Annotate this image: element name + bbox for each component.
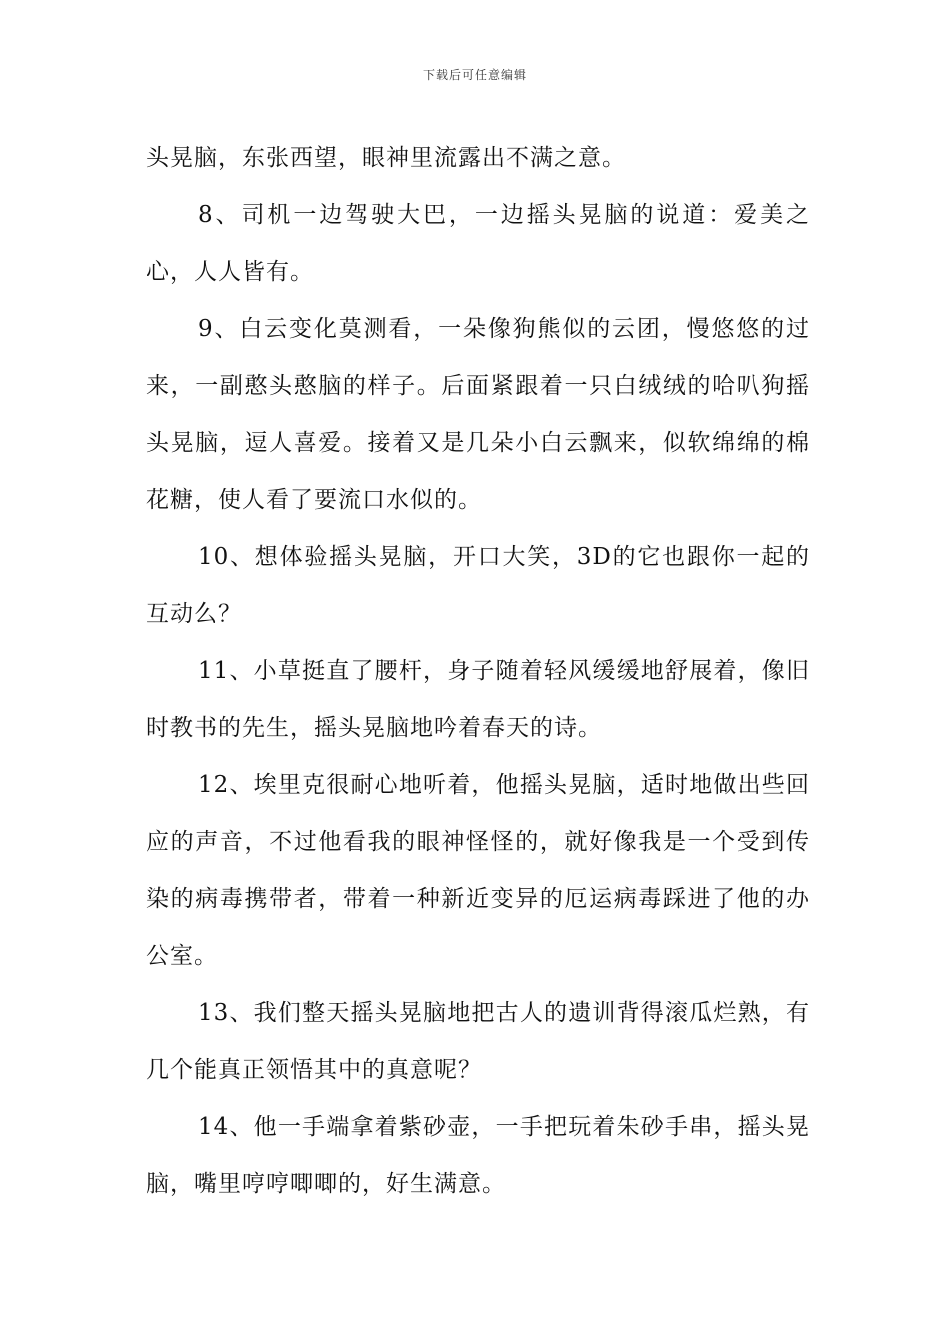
document-body	[146, 130, 810, 1213]
page-header: 下载后可任意编辑	[422, 68, 527, 82]
paragraph-8: 8、司机一边驾驶大巴，一边摇头晃脑的说道：爱美之心，人人皆有。	[146, 202, 810, 285]
paragraph-continuation: 头晃脑，东张西望，眼神里流露出不满之意。	[146, 145, 626, 171]
paragraph-9: 9、白云变化莫测看，一朵像狗熊似的云团，慢悠悠的过来，一副憨头憨脑的样子。后面紧跟着一只白绒绒的哈叭狗摇头晃脑，逗人喜爱。接着又是几朵小白云飘来，似软绵绵的棉花糖，使人看了要流口水似的。	[146, 316, 810, 513]
paragraph-12: 12、埃里克很耐心地听着，他摇头晃脑，适时地做出些回应的声音，不过他看我的眼神怪怪的，就好像我是一个受到传染的病毒携带者，带着一种新近变异的厄运病毒踩进了他的办公室。	[146, 772, 810, 969]
paragraph-13: 13、我们整天摇头晃脑地把古人的遗训背得滚瓜烂熟，有几个能真正领悟其中的真意呢？	[146, 1000, 810, 1083]
paragraph-11: 11、小草挺直了腰杆，身子随着轻风缓缓地舒展着，像旧时教书的先生，摇头晃脑地吟着春天的诗。	[146, 658, 810, 741]
paragraph-10: 10、想体验摇头晃脑，开口大笑，3D的它也跟你一起的互动么？	[146, 544, 810, 627]
paragraph-14: 14、他一手端拿着紫砂壶，一手把玩着朱砂手串，摇头晃脑，嘴里哼哼唧唧的，好生满意。	[146, 1114, 810, 1197]
